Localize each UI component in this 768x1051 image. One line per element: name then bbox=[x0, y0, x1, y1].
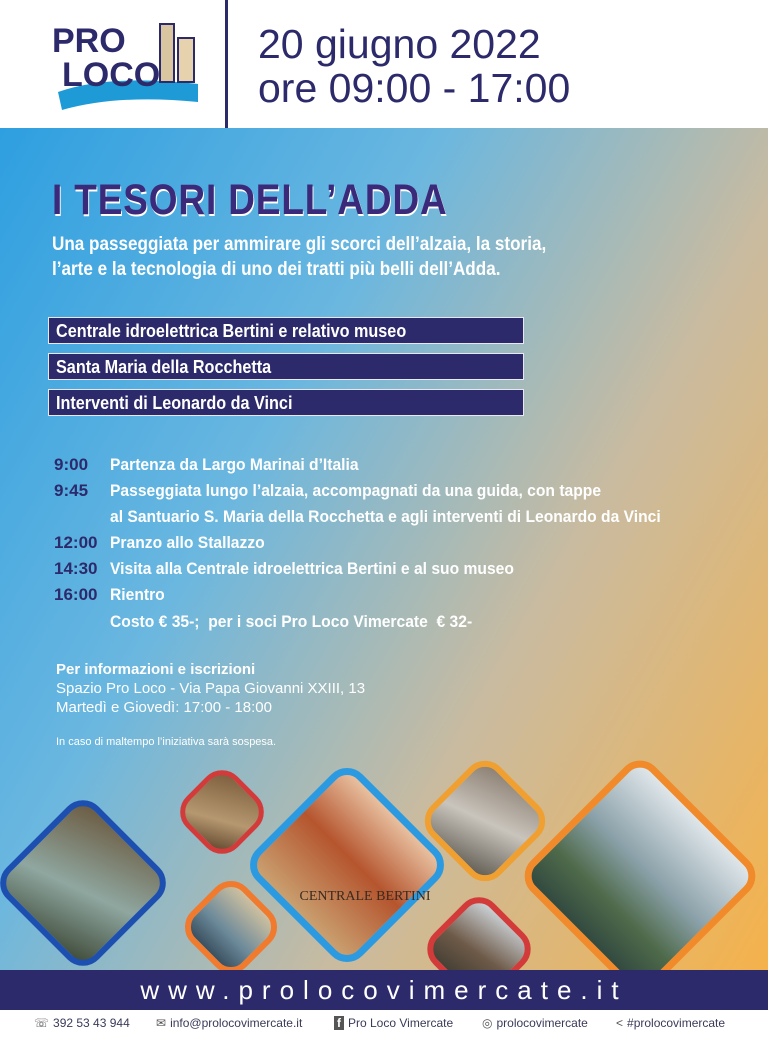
date-line: 20 giugno 2022 bbox=[258, 21, 541, 67]
info-block bbox=[56, 660, 365, 717]
schedule-time: 9:00 bbox=[54, 455, 89, 474]
poster-body bbox=[0, 128, 768, 970]
event-title: I TESORI DELL’ADDA bbox=[52, 176, 448, 224]
event-date bbox=[258, 22, 570, 110]
phone-text: 392 53 43 944 bbox=[53, 1016, 130, 1030]
website-url[interactable]: www.prolocovimercate.it bbox=[140, 975, 628, 1005]
schedule-time: 14:30 bbox=[54, 559, 98, 578]
centrale-bertini-sign bbox=[290, 883, 440, 909]
svg-text:Vimercate: Vimercate bbox=[136, 98, 180, 110]
schedule-desc: Rientro bbox=[110, 585, 165, 604]
schedule-desc: Partenza da Largo Marinai d’Italia bbox=[110, 455, 359, 474]
info-hours: Martedì e Giovedì: 17:00 - 18:00 bbox=[56, 699, 272, 716]
schedule-time: 16:00 bbox=[54, 585, 98, 604]
svg-text:LOCO: LOCO bbox=[62, 56, 161, 94]
info-address: Spazio Pro Loco - Via Papa Giovanni XXIII, 13 bbox=[56, 680, 366, 697]
schedule-desc: Passeggiata lungo l’alzaia, accompagnati da una guida, con tappe bbox=[110, 481, 602, 500]
event-subtitle: Una passeggiata per ammirare gli scorci dell’alzaia, la storia, l’arte e la tecnologia di uno dei tratti più belli dell’Adda. bbox=[52, 234, 547, 280]
schedule-row bbox=[54, 530, 754, 556]
phone-icon: ☏ bbox=[34, 1016, 50, 1030]
photo-collage bbox=[0, 748, 768, 970]
schedule-row bbox=[54, 452, 754, 478]
hashtag-text: #prolocovimercate bbox=[627, 1016, 726, 1030]
footer-phone[interactable] bbox=[34, 1016, 130, 1030]
weather-note: In caso di maltempo l’iniziativa sarà sospesa. bbox=[56, 736, 277, 748]
schedule-row bbox=[54, 504, 754, 530]
schedule-row bbox=[54, 582, 754, 608]
schedule-time: 12:00 bbox=[54, 533, 98, 552]
email-text: info@prolocovimercate.it bbox=[170, 1016, 303, 1030]
info-heading: Per informazioni e iscrizioni bbox=[56, 661, 256, 678]
photo-bridge bbox=[516, 752, 765, 970]
time-line: ore 09:00 - 17:00 bbox=[258, 65, 571, 111]
footer-hashtag[interactable] bbox=[616, 1016, 725, 1030]
footer-email[interactable] bbox=[156, 1016, 302, 1030]
highlight-bar bbox=[48, 353, 524, 380]
schedule-list bbox=[54, 452, 754, 608]
cost-text: Costo € 35-; per i soci Pro Loco Vimercate € 32- bbox=[110, 612, 473, 631]
facebook-text: Pro Loco Vimercate bbox=[348, 1016, 454, 1030]
highlight-label: Santa Maria della Rocchetta bbox=[56, 357, 272, 377]
centrale-bertini-sign-text: CENTRALE BERTINI bbox=[299, 889, 431, 904]
highlight-label: Interventi di Leonardo da Vinci bbox=[56, 393, 293, 413]
instagram-text: prolocovimercate bbox=[496, 1016, 588, 1030]
highlight-label: Centrale idroelettrica Bertini e relativo museo bbox=[56, 321, 407, 341]
schedule-desc: Pranzo allo Stallazzo bbox=[110, 533, 265, 552]
schedule-row bbox=[54, 556, 754, 582]
photo-gorge bbox=[0, 791, 175, 970]
schedule-row bbox=[54, 478, 754, 504]
instagram-icon: ◎ bbox=[482, 1016, 493, 1030]
highlight-bar bbox=[48, 389, 524, 416]
pro-loco-logo bbox=[48, 14, 208, 114]
footer-facebook[interactable] bbox=[334, 1016, 453, 1030]
header-divider bbox=[225, 0, 228, 128]
schedule-desc: al Santuario S. Maria della Rocchetta e agli interventi di Leonardo da Vinci bbox=[110, 507, 661, 526]
schedule-desc: Visita alla Centrale idroelettrica Bertini e al suo museo bbox=[110, 559, 514, 578]
highlight-bar bbox=[48, 317, 524, 344]
svg-text:PRO: PRO bbox=[52, 22, 126, 60]
mail-icon: ✉ bbox=[156, 1016, 167, 1030]
share-icon: < bbox=[616, 1016, 624, 1030]
facebook-icon: f bbox=[334, 1016, 344, 1030]
footer-instagram[interactable] bbox=[482, 1016, 588, 1030]
schedule-time: 9:45 bbox=[54, 481, 89, 500]
header bbox=[0, 0, 768, 128]
